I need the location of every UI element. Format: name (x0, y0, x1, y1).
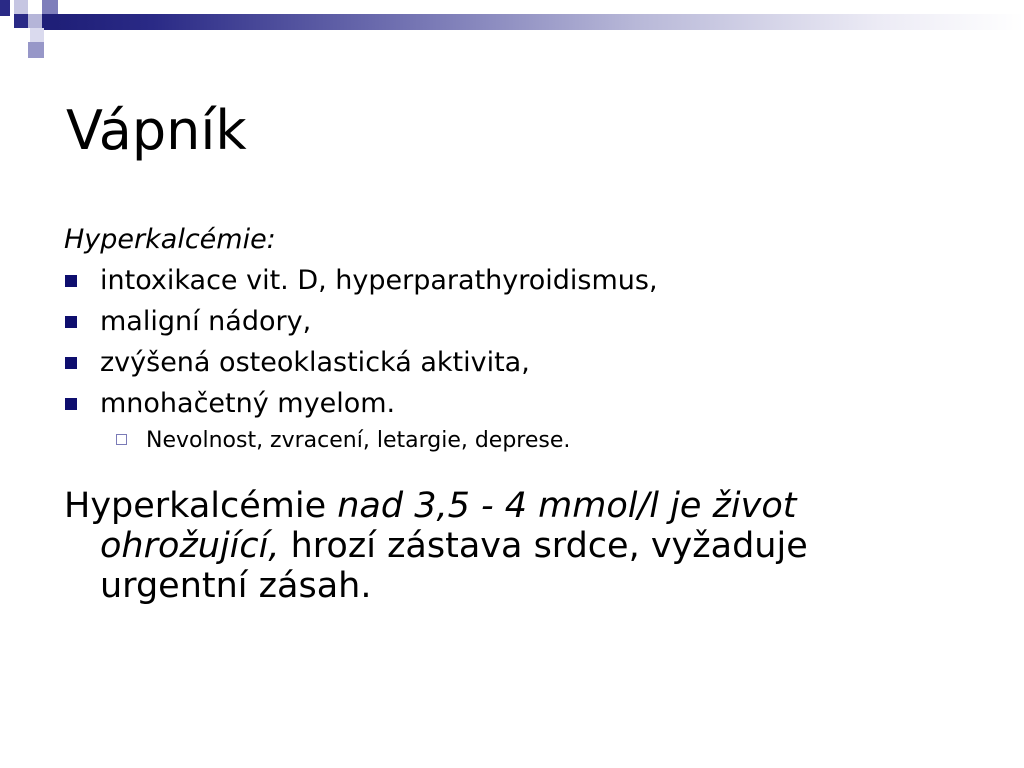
bullet-item (64, 301, 964, 342)
summary-paragraph (64, 486, 890, 606)
sub-bullet-text: Nevolnost, zvracení, letargie, deprese. (146, 428, 571, 453)
sub-bullet-item (64, 424, 964, 458)
square-bullet-icon (65, 357, 77, 369)
bullet-text: zvýšená osteoklastická aktivita, (100, 347, 530, 378)
decor-square (28, 42, 44, 58)
bullet-text: maligní nádory, (100, 306, 312, 337)
bullet-item (64, 383, 964, 424)
slide-body (64, 220, 964, 606)
paragraph-part-regular-end: hrozí zástava srdce, vyžaduje urgentní zásah. (100, 526, 808, 606)
paragraph-part-regular: Hyperkalcémie (64, 486, 338, 526)
square-bullet-icon (65, 316, 77, 328)
square-bullet-icon (65, 398, 77, 410)
sub-bullet-list (64, 424, 964, 458)
bullet-text: mnohačetný myelom. (100, 388, 396, 419)
bullet-item (64, 342, 964, 383)
bullet-list (64, 260, 964, 424)
bullet-item (64, 260, 964, 301)
bullet-text: intoxikace vit. D, hyperparathyroidismus, (100, 265, 658, 296)
header-gradient-bar (56, 14, 1024, 30)
decor-square (0, 0, 10, 16)
slide-title: Vápník (66, 99, 247, 162)
intro-heading: Hyperkalcémie: (64, 224, 276, 255)
square-bullet-icon (65, 275, 77, 287)
hollow-square-bullet-icon (116, 434, 127, 445)
paragraph-part-italic: nad 3,5 - 4 mmol/l je život ohrožující, (100, 486, 797, 566)
